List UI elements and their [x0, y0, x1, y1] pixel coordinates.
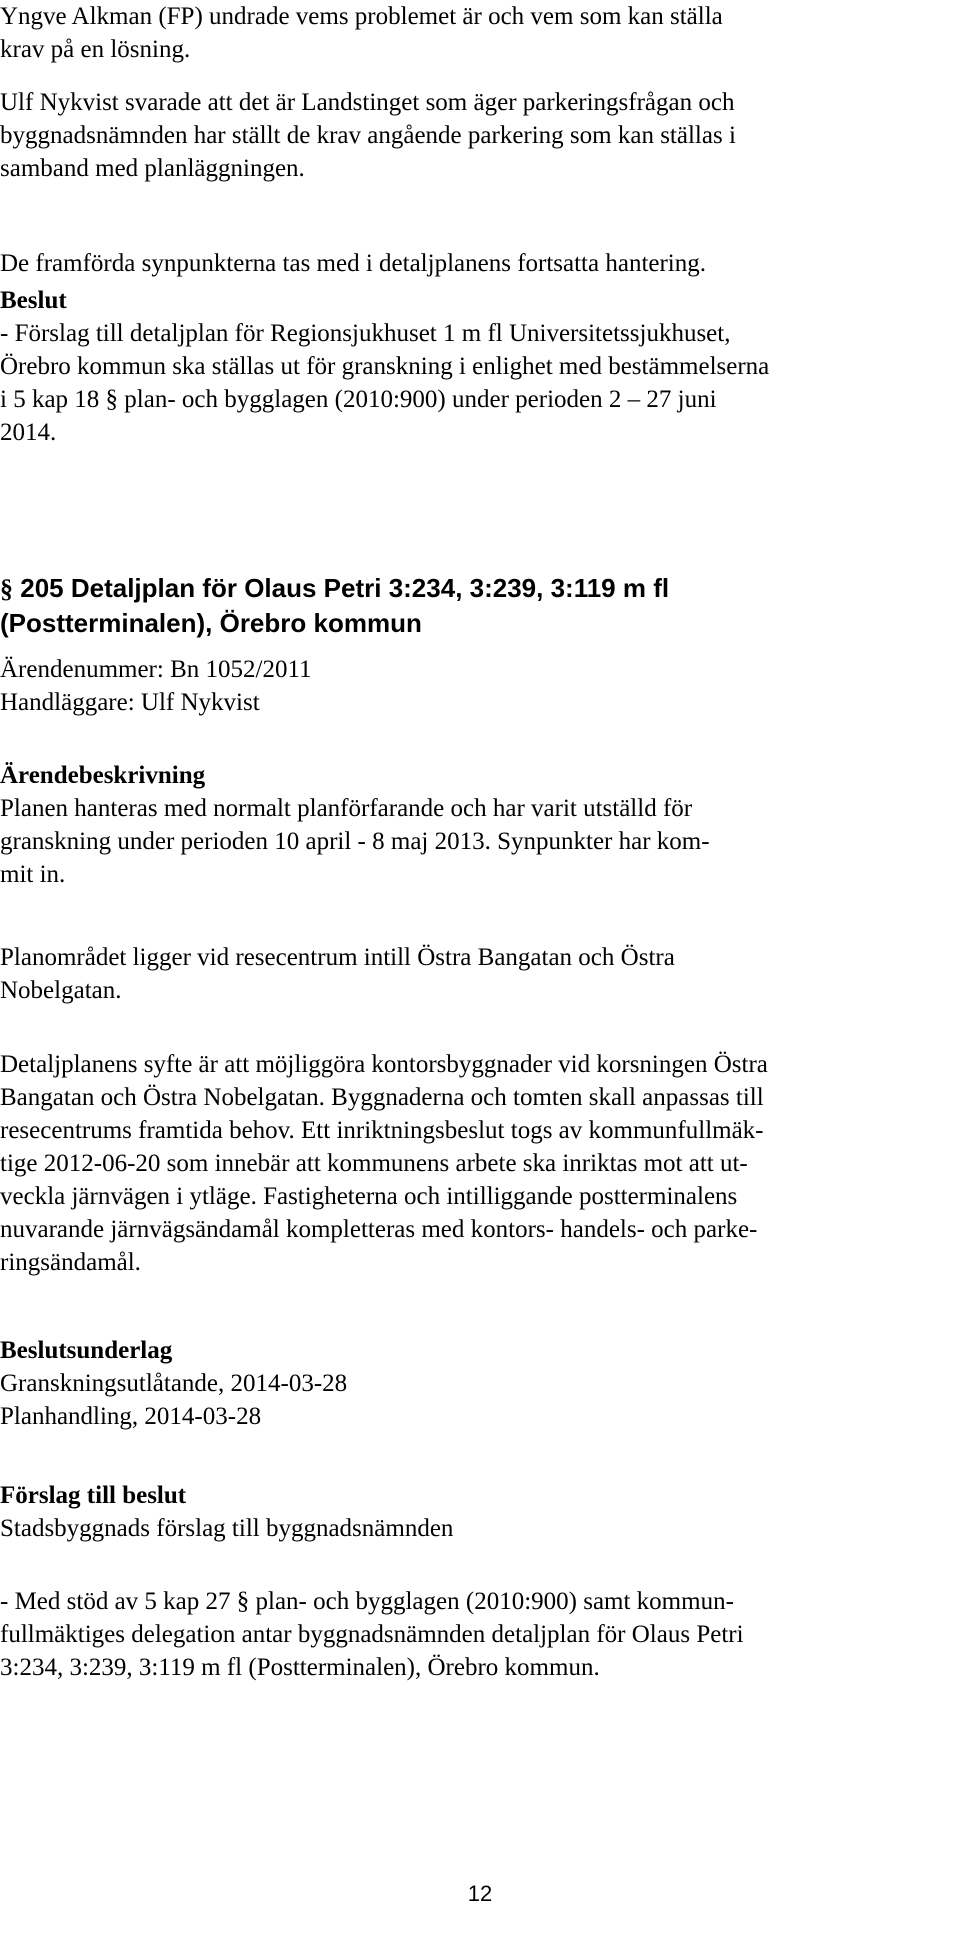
proposal-paragraph — [0, 1585, 960, 1684]
description-p2-line-2: Nobelgatan. — [0, 977, 122, 1004]
description-p3-line-2: Bangatan och Östra Nobelgatan. Byggnaderna och tomten skall anpassas till — [0, 1084, 764, 1111]
beslut-line-4: 2014. — [0, 419, 57, 446]
item-meta — [0, 653, 960, 719]
case-handler: Handläggare: Ulf Nykvist — [0, 689, 260, 716]
description-p3-line-1: Detaljplanens syfte är att möjliggöra kontorsbyggnader vid korsningen Östra — [0, 1051, 768, 1078]
reply-line-1: Ulf Nykvist svarade att det är Landstinget som äger parkeringsfrågan och — [0, 89, 735, 116]
beslut-section — [0, 284, 960, 449]
section-sign: § — [0, 574, 13, 603]
basis-line-1: Granskningsutlåtande, 2014-03-28 — [0, 1370, 348, 1397]
basis-line-2: Planhandling, 2014-03-28 — [0, 1403, 262, 1430]
reply-line-2: byggnadsnämnden har ställt de krav angående parkering som kan ställas i — [0, 122, 736, 149]
case-number: Ärendenummer: Bn 1052/2011 — [0, 656, 312, 683]
description-paragraph-2 — [0, 941, 960, 1007]
description-p2-line-1: Planområdet ligger vid resecentrum intill Östra Bangatan och Östra — [0, 944, 675, 971]
description-p1-line-1: Planen hanteras med normalt planförfarande och har varit utställd för — [0, 795, 693, 822]
proposal-line-3: 3:234, 3:239, 3:119 m fl (Postterminalen), Örebro kommun. — [0, 1654, 600, 1681]
beslut-heading: Beslut — [0, 287, 67, 314]
beslut-line-2: Örebro kommun ska ställas ut för granskning i enlighet med bestämmelserna — [0, 353, 770, 380]
proposal-heading: Förslag till beslut — [0, 1482, 187, 1509]
reply-paragraph — [0, 86, 960, 185]
item-title-text-1: 205 Detaljplan för Olaus Petri 3:234, 3:239, 3:119 m fl — [20, 573, 670, 603]
beslut-line-1: - Förslag till detaljplan för Regionsjukhuset 1 m fl Universitetssjukhuset, — [0, 320, 731, 347]
proposal-line-2: fullmäktiges delegation antar byggnadsnämnden detaljplan för Olaus Petri — [0, 1621, 744, 1648]
item-title-line-2: (Postterminalen), Örebro kommun — [0, 608, 422, 638]
intro-line-2: krav på en lösning. — [0, 36, 191, 63]
item-header — [0, 571, 960, 640]
description-section — [0, 759, 960, 891]
beslut-line-3: i 5 kap 18 § plan- och bygglagen (2010:900) under perioden 2 – 27 juni — [0, 386, 717, 413]
description-p3-line-5: veckla järnvägen i ytläge. Fastigheterna och intilliggande postterminalens — [0, 1183, 738, 1210]
intro-paragraph — [0, 0, 960, 66]
proposal-section — [0, 1479, 960, 1545]
description-p1-line-3: mit in. — [0, 861, 66, 888]
description-heading: Ärendebeskrivning — [0, 762, 206, 789]
conclusion-line: De framförda synpunkterna tas med i detaljplanens fortsatta hantering. — [0, 250, 707, 277]
basis-heading: Beslutsunderlag — [0, 1337, 173, 1364]
description-p3-line-7: ringsändamål. — [0, 1249, 141, 1276]
basis-section — [0, 1334, 960, 1433]
conclusion-paragraph — [0, 247, 960, 280]
page-number: 12 — [467, 1881, 493, 1906]
description-p3-line-6: nuvarande järnvägsändamål kompletteras med kontors- handels- och parke- — [0, 1216, 758, 1243]
proposal-intro-line: Stadsbyggnads förslag till byggnadsnämnden — [0, 1515, 454, 1542]
intro-line-1: Yngve Alkman (FP) undrade vems problemet är och vem som kan ställa — [0, 3, 723, 30]
description-p3-line-3: resecentrums framtida behov. Ett inriktningsbeslut togs av kommunfullmäk- — [0, 1117, 764, 1144]
reply-line-3: samband med planläggningen. — [0, 155, 305, 182]
description-p3-line-4: tige 2012-06-20 som innebär att kommunens arbete ska inriktas mot att ut- — [0, 1150, 748, 1177]
proposal-line-1: - Med stöd av 5 kap 27 § plan- och bygglagen (2010:900) samt kommun- — [0, 1588, 734, 1615]
description-p1-line-2: granskning under perioden 10 april - 8 maj 2013. Synpunkter har kom- — [0, 828, 710, 855]
item-title-line-1 — [0, 571, 960, 606]
description-paragraph-3 — [0, 1048, 960, 1279]
